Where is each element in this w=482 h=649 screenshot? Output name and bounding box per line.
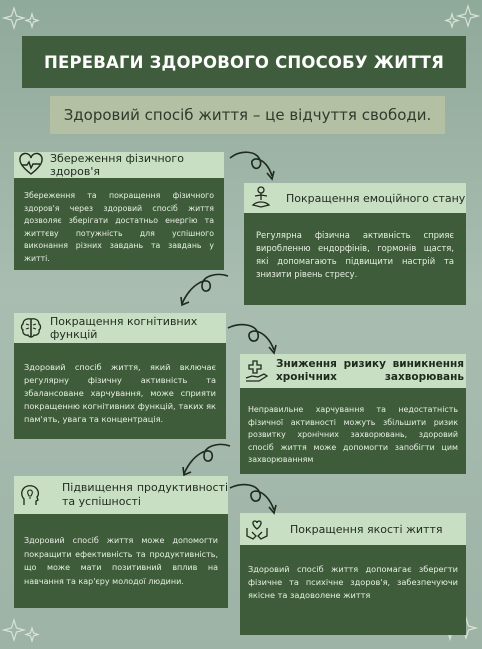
curly-arrow-icon — [178, 440, 234, 482]
card-body-physical-health: Збереження та покращення фізичного здоров'я через здоровий спосіб життя дозволяє зберігати достатньо енергію та життєву потужність для успішного виконання різних завдань та завдань у житті. — [14, 178, 224, 270]
page-subtitle: Здоровий спосіб життя – це відчуття свободи. — [50, 96, 445, 134]
card-body-quality-of-life: Здоровий спосіб життя допомагає зберегти фізичне та психічне здоров'я, забезпечуючи якісне та задоволене життя — [240, 545, 466, 635]
card-heading: Покращення емоційного стану — [286, 191, 466, 205]
card-heading: Покращення когнітивних функцій — [50, 315, 198, 341]
card-heading: Покращення якості життя — [290, 522, 443, 536]
heart-pulse-icon — [18, 152, 44, 178]
curly-arrow-icon — [224, 320, 280, 360]
card-body-emotional-state: Регулярна фізична активність сприяє виробленню ендорфінів, гормонів щастя, які допомагають підвищити настрій та знизити рівень стресу. — [244, 213, 466, 305]
brain-icon — [18, 315, 44, 341]
curly-arrow-icon — [226, 480, 280, 520]
card-header-cognitive-functions — [14, 313, 226, 343]
card-header-physical-health — [14, 152, 224, 178]
curly-arrow-icon — [226, 148, 278, 188]
card-heading: Зниження ризику виникнення хронічних захворювань — [276, 358, 464, 383]
page-title: ПЕРЕВАГИ ЗДОРОВОГО СПОСОБУ ЖИТТЯ — [22, 36, 466, 88]
star-decoration-icon — [442, 4, 482, 36]
meditation-icon — [248, 185, 274, 211]
star-decoration-icon — [2, 6, 42, 36]
card-body-productivity: Здоровий спосіб життя може допомогти покращити ефективність та продуктивність, що може мати позитивний вплив на навчання та кар'єру молодої людини. — [14, 514, 228, 608]
lightbulb-head-icon — [18, 482, 44, 508]
card-heading: Збереження фізичного здоров'я — [50, 152, 184, 178]
card-heading: Підвищення продуктивності та успішності — [62, 481, 228, 508]
medical-cross-hand-icon — [244, 358, 270, 384]
card-body-chronic-disease: Неправильне харчування та недостатність фізичної активності можуть збільшити ризик розвитку хронічних захворювань, здоровий спосіб життя може допомогти запобігти цим захворюванням — [240, 388, 466, 474]
curly-arrow-icon — [176, 270, 232, 312]
card-body-cognitive-functions: Здоровий спосіб життя, який включає регулярну фізичну активність та збалансоване харчування, може сприяти покращенню когнітивних функцій, таких як пам'ять, увага та концентрація. — [14, 343, 226, 439]
star-decoration-icon — [2, 616, 42, 648]
